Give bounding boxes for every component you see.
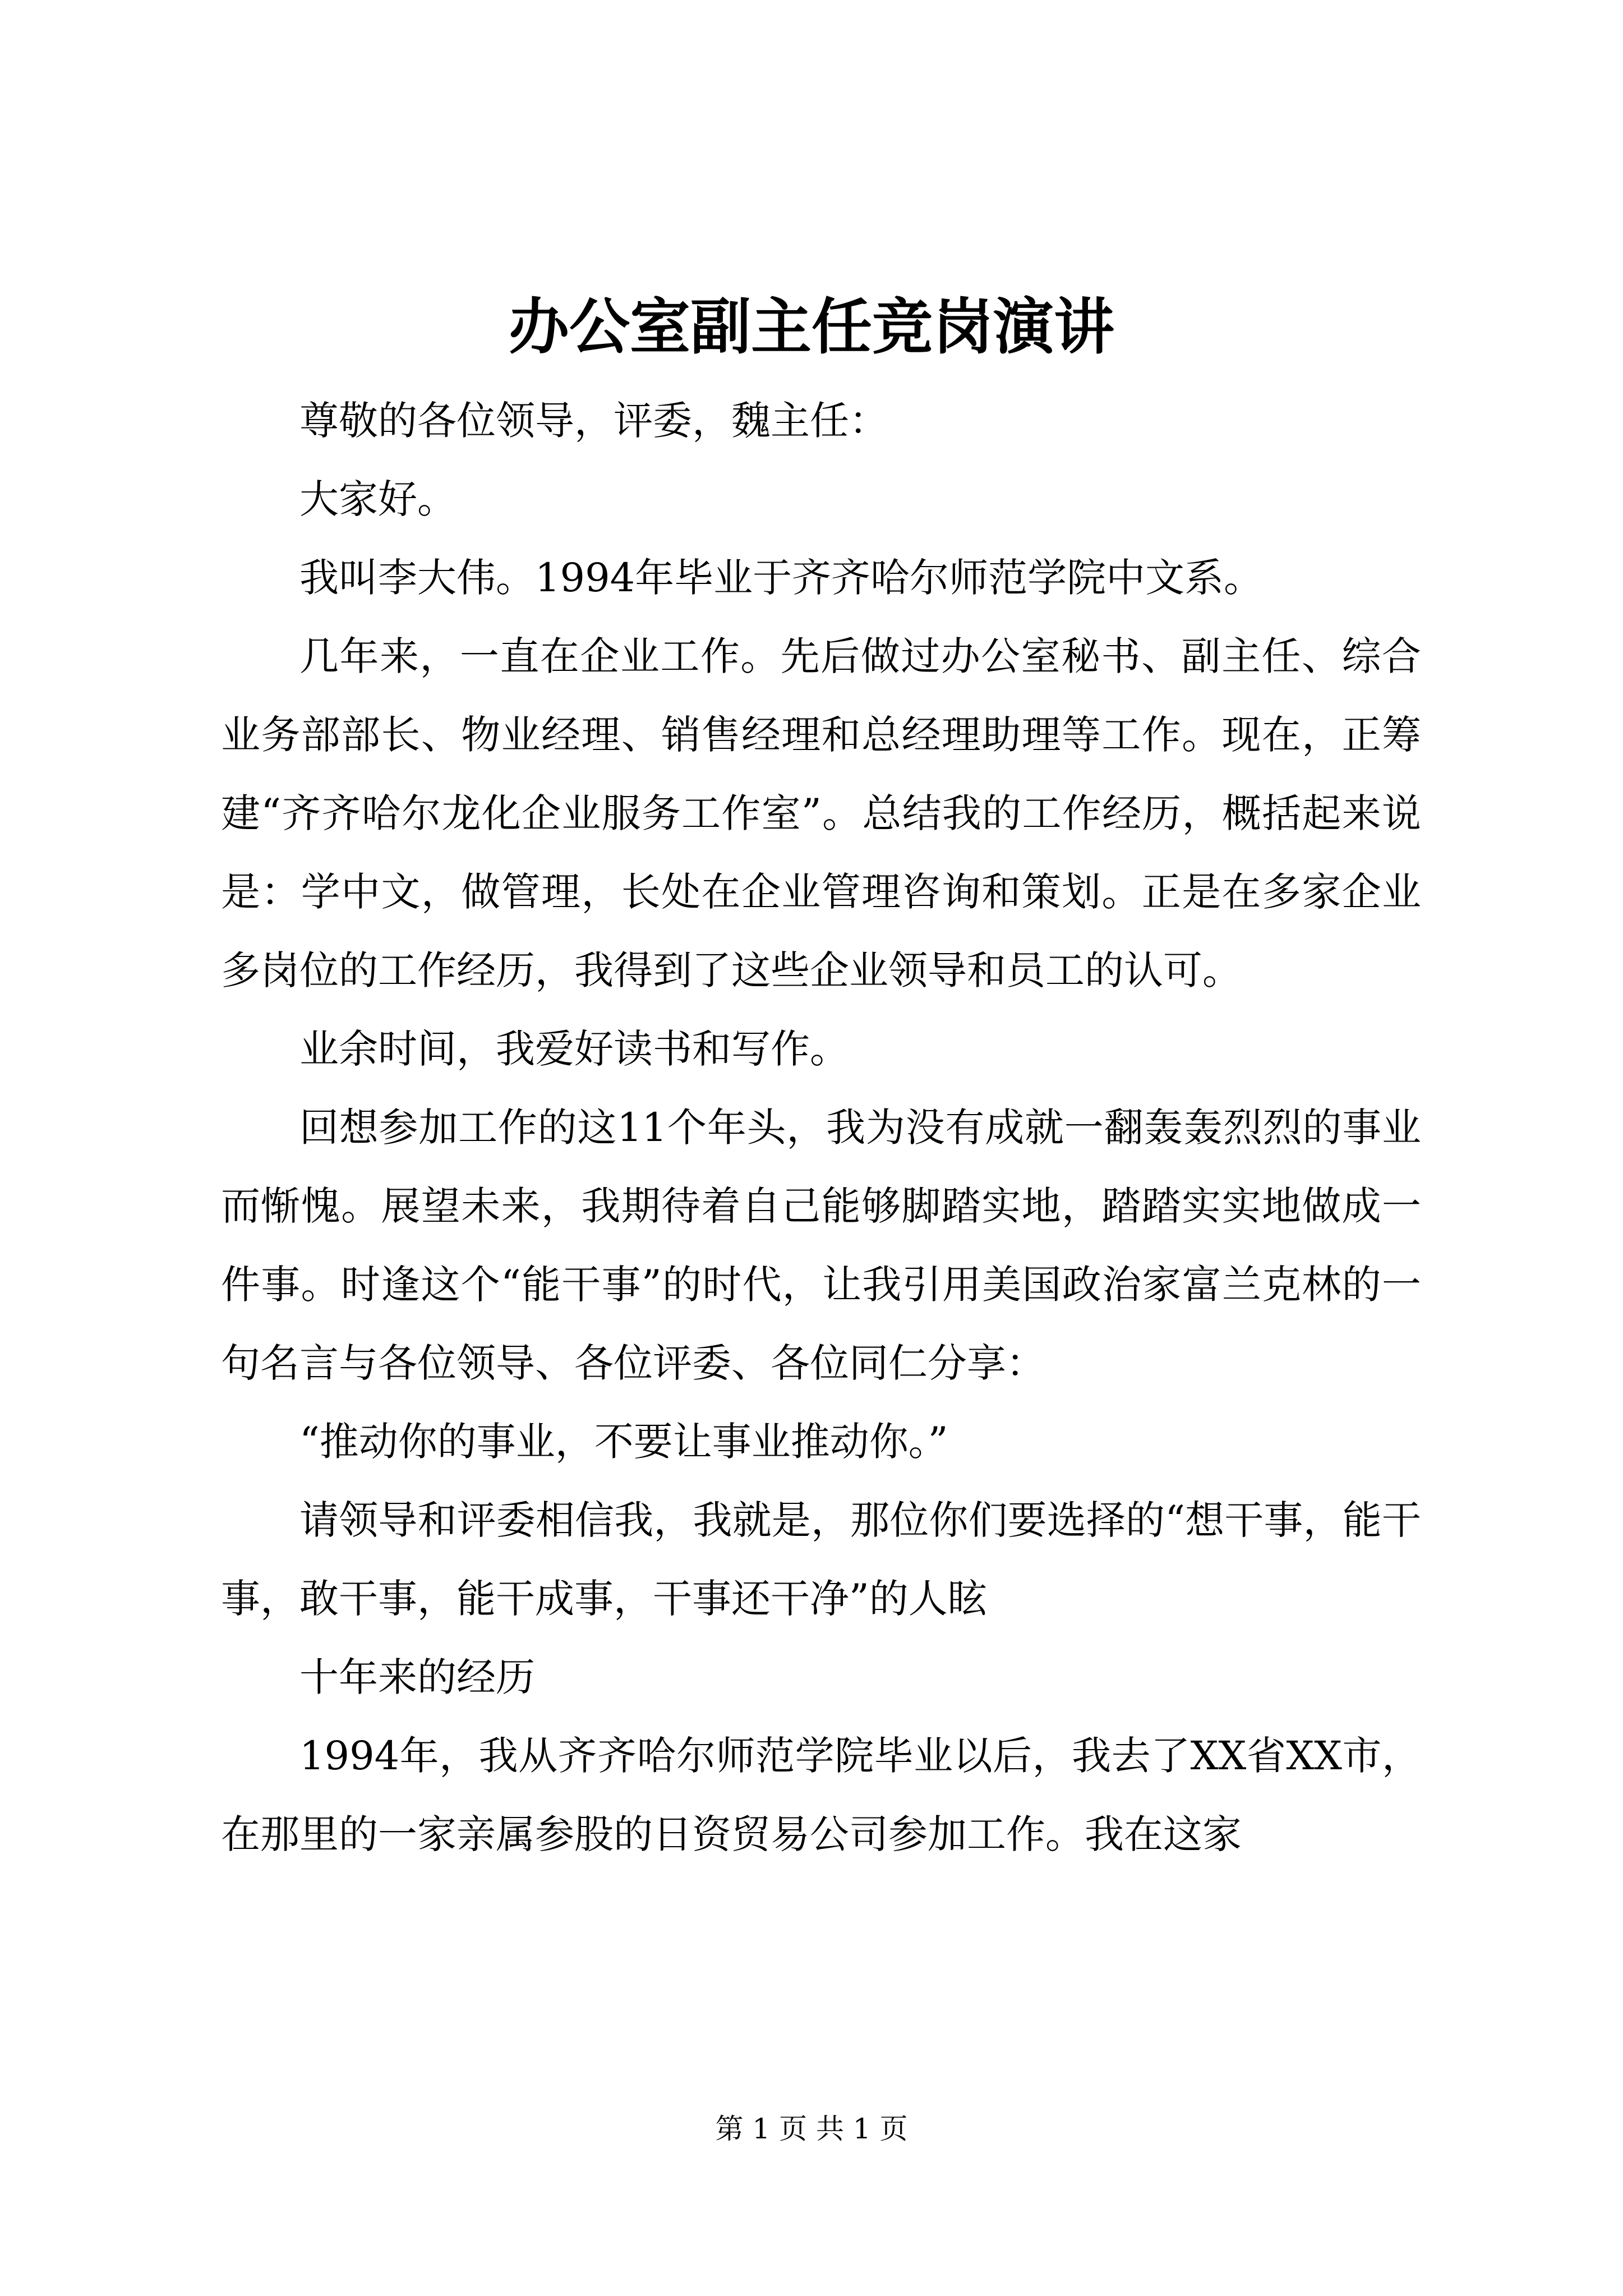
paragraph-quote: “推动你的事业，不要让事业推动你。” [299, 1419, 948, 1465]
document-body [221, 381, 1421, 1874]
paragraph-greeting: 大家好。 [299, 476, 457, 522]
document-title: 办公室副主任竞岗演讲 [508, 292, 1114, 362]
paragraph-reflection: 回想参加工作的这11个年头，我为没有成就一翻轰轰烈烈的事业而惭愧。展望未来，我期待着自己能够脚踏实地，踏踏实实地做成一件事。时逢这个“能干事”的时代，让我引用美国政治家富兰克林的一句名言与各位领导、各位评委、各位同仁分享： [221, 1105, 1421, 1386]
section-heading: 十年来的经历 [299, 1654, 535, 1700]
paragraph-salutation: 尊敬的各位领导，评委，魏主任： [299, 398, 888, 444]
paragraph-appeal: 请领导和评委相信我，我就是，那位你们要选择的“想干事，能干事，敢干事，能干成事，干事还干净”的人眩 [221, 1497, 1421, 1622]
page-footer: 第 1 页 共 1 页 [715, 2113, 908, 2145]
paragraph-history: 1994年，我从齐齐哈尔师范学院毕业以后，我去了XX省XX市，在那里的一家亲属参股的日资贸易公司参加工作。我在这家 [221, 1733, 1421, 1857]
paragraph-introduction: 我叫李大伟。1994年毕业于齐齐哈尔师范学院中文系。 [299, 555, 1264, 601]
paragraph-hobbies: 业余时间，我爱好读书和写作。 [299, 1026, 849, 1072]
paragraph-work-experience: 几年来，一直在企业工作。先后做过办公室秘书、副主任、综合业务部部长、物业经理、销售经理和总经理助理等工作。现在，正筹建“齐齐哈尔龙化企业服务工作室”。总结我的工作经历，概括起来说是：学中文，做管理，长处在企业管理咨询和策划。正是在多家企业多岗位的工作经历，我得到了这些企业领导和员工的认可。 [221, 633, 1421, 993]
